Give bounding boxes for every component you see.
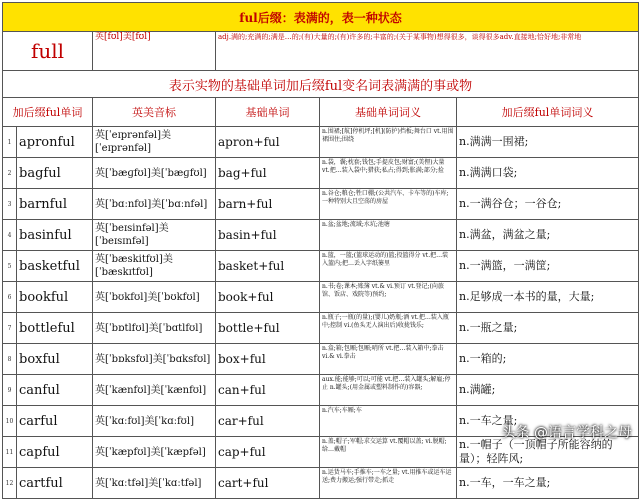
base-meaning: n.围裙;[航]停机坪;[机](防护)挡板;舞台口 vt.用围裙围住;围绕: [320, 127, 457, 158]
suffixed-word: basketful: [17, 251, 93, 282]
suffixed-meaning: n.足够成一本书的量，大量;: [457, 282, 639, 313]
base-word: can+ful: [216, 375, 320, 406]
header-suffixed-meaning: 加后缀ful单词词义: [457, 98, 639, 127]
header-row: [3, 98, 639, 127]
suffixed-meaning: n.满罐;: [457, 375, 639, 406]
table-row: [3, 158, 639, 189]
table-row: [3, 282, 639, 313]
suffixed-word: carful: [17, 406, 93, 437]
phonetic: 英[ˈbeɪsinfəl]美[ˈbeɪsɪnfəl]: [93, 220, 216, 251]
section-title: 表示实物的基础单词加后缀ful变名词表满满的事或物: [3, 71, 639, 98]
phonetic: 英[ˈbæskitfʊl]美[ˈbæskɪtfʊl]: [93, 251, 216, 282]
base-word: basin+ful: [216, 220, 320, 251]
base-meaning: n.盆;盆地;流域;水坑;池塘: [320, 220, 457, 251]
full-definition: adj.满的;充满的;满是…的;(有)大量的;(有)许多的;丰富的;(关于某事物)想得很多，谈得很多adv.直接地;恰好地;非常地: [216, 32, 639, 71]
table-row: [3, 313, 639, 344]
row-number: 12: [3, 468, 17, 499]
full-word: full: [3, 32, 93, 71]
base-word: bag+ful: [216, 158, 320, 189]
table-row: [3, 189, 639, 220]
base-meaning: n.汽车;车厢;车: [320, 406, 457, 437]
suffixed-word: apronful: [17, 127, 93, 158]
phonetic: 英[ˈkæpfʊl]美[ˈkæpfəl]: [93, 437, 216, 468]
base-word: basket+ful: [216, 251, 320, 282]
page-title: ful后缀：表满的，表一种状态: [3, 3, 639, 32]
suffixed-word: basinful: [17, 220, 93, 251]
suffixed-word: cartful: [17, 468, 93, 499]
row-number: 1: [3, 127, 17, 158]
header-phonetic: 英美音标: [93, 98, 216, 127]
table-row: [3, 468, 639, 499]
row-number: 3: [3, 189, 17, 220]
suffixed-meaning: n.满满口袋;: [457, 158, 639, 189]
base-word: car+ful: [216, 406, 320, 437]
suffixed-meaning: n.满盆，满盆之量;: [457, 220, 639, 251]
base-meaning: n.盖;帽子;军帽;求交运算 vt.覆帽以盖; vi.脱帽;给…戴帽: [320, 437, 457, 468]
base-meaning: n.篮，一篮;(篮球运动的)篮;投篮得分 vt.把…装入篮内;把…丢入字纸篓里: [320, 251, 457, 282]
header-suffixed-word: 加后缀ful单词: [3, 98, 93, 127]
table-row: [3, 251, 639, 282]
header-base-word: 基础单词: [216, 98, 320, 127]
row-number: 7: [3, 313, 17, 344]
suffixed-word: bagful: [17, 158, 93, 189]
suffixed-meaning: n.一满篮，一满筐;: [457, 251, 639, 282]
suffixed-word: canful: [17, 375, 93, 406]
base-word: apron+ful: [216, 127, 320, 158]
suffixed-meaning: n.一瓶之量;: [457, 313, 639, 344]
phonetic: 英[ˈkænfʊl]美[ˈkænfʊl]: [93, 375, 216, 406]
suffixed-word: boxful: [17, 344, 93, 375]
row-number: 6: [3, 282, 17, 313]
phonetic: 英[ˈkɑːfʊl]美[ˈkɑːfʊl]: [93, 406, 216, 437]
suffixed-word: bookful: [17, 282, 93, 313]
base-word: cap+ful: [216, 437, 320, 468]
phonetic: 英[ˈbæɡfʊl]美[ˈbæɡfʊl]: [93, 158, 216, 189]
suffixed-meaning: n.一车，一车之量;: [457, 468, 639, 499]
suffixed-word: barnful: [17, 189, 93, 220]
base-word: box+ful: [216, 344, 320, 375]
table-row: [3, 220, 639, 251]
watermark-text: 头条 @语言学科之母: [501, 425, 632, 441]
base-word: book+ful: [216, 282, 320, 313]
base-meaning: n.瓶子;一瓶(的量);(婴儿)奶瓶;酒 vt.把…装入瓶中;控制 vi.(鱼头无人演出后)收拢钱乐;: [320, 313, 457, 344]
table-row: [3, 375, 639, 406]
base-word: barn+ful: [216, 189, 320, 220]
full-pronunciation: 英[fʊl]美[fʊl]: [93, 32, 216, 71]
base-meaning: n.谷仓;粮仓;牲口棚;(公共汽车、卡车等的)车库;一种特别大且空荡的房屋: [320, 189, 457, 220]
base-word: bottle+ful: [216, 313, 320, 344]
base-meaning: n.书;卷;课本;账簿 vt.& vi.预订 vt.登记;(向旅馆、饭店、戏院等)预约;: [320, 282, 457, 313]
suffixed-meaning: n.一帽子（一顶帽子所能容纳的量）；轻阵风;: [457, 437, 639, 468]
phonetic: 英[ˈbɑːnfʊl]美[ˈbɑːnfəl]: [93, 189, 216, 220]
base-meaning: n.袋，囊;枕套;钱包;手提皮包;财富;(美俚)大量 vt.把…装入袋中;猎获;私占;得到;胀满;部分;捡: [320, 158, 457, 189]
row-number: 11: [3, 437, 17, 468]
base-meaning: aux.能;能够;可以;可能 vt.把…装入罐头;解雇;停止 n.罐头;(用金属或塑料制作的)容器;: [320, 375, 457, 406]
table-row: [3, 344, 639, 375]
phonetic: 英[ˈkɑːtfəl]美[ˈkɑːtfəl]: [93, 468, 216, 499]
row-number: 5: [3, 251, 17, 282]
row-number: 4: [3, 220, 17, 251]
phonetic: 英[ˈbʊkfʊl]美[ˈbʊkfʊl]: [93, 282, 216, 313]
suffixed-meaning: n.一箱的;: [457, 344, 639, 375]
row-number: 10: [3, 406, 17, 437]
suffixed-word: capful: [17, 437, 93, 468]
row-number: 2: [3, 158, 17, 189]
header-base-meaning: 基础单词词义: [320, 98, 457, 127]
base-meaning: n.运货马车;手推车;一车之量; vt.用推车或运车运送;费力搬运;强行带走;抓走: [320, 468, 457, 499]
row-number: 9: [3, 375, 17, 406]
suffixed-meaning: n.一车之量;: [457, 406, 639, 437]
base-word: cart+ful: [216, 468, 320, 499]
row-number: 8: [3, 344, 17, 375]
phonetic: 英[ˈbɒtlfʊl]美[ˈbɑtlfʊl]: [93, 313, 216, 344]
table-row: [3, 127, 639, 158]
phonetic: 英[ˈeɪprənfəl]美[ˈeɪprənfəl]: [93, 127, 216, 158]
suffixed-word: bottleful: [17, 313, 93, 344]
suffixed-meaning: n.满满一围裙;: [457, 127, 639, 158]
base-meaning: n.盒;箱;包厢;包厢;哨所 vt.把…装入箱中;拳击 vi.& vi.拳击: [320, 344, 457, 375]
watermark: [502, 422, 632, 442]
phonetic: 英[ˈbɒksfʊl]美[ˈbɑksfʊl]: [93, 344, 216, 375]
suffixed-meaning: n.一满谷仓；一谷仓;: [457, 189, 639, 220]
